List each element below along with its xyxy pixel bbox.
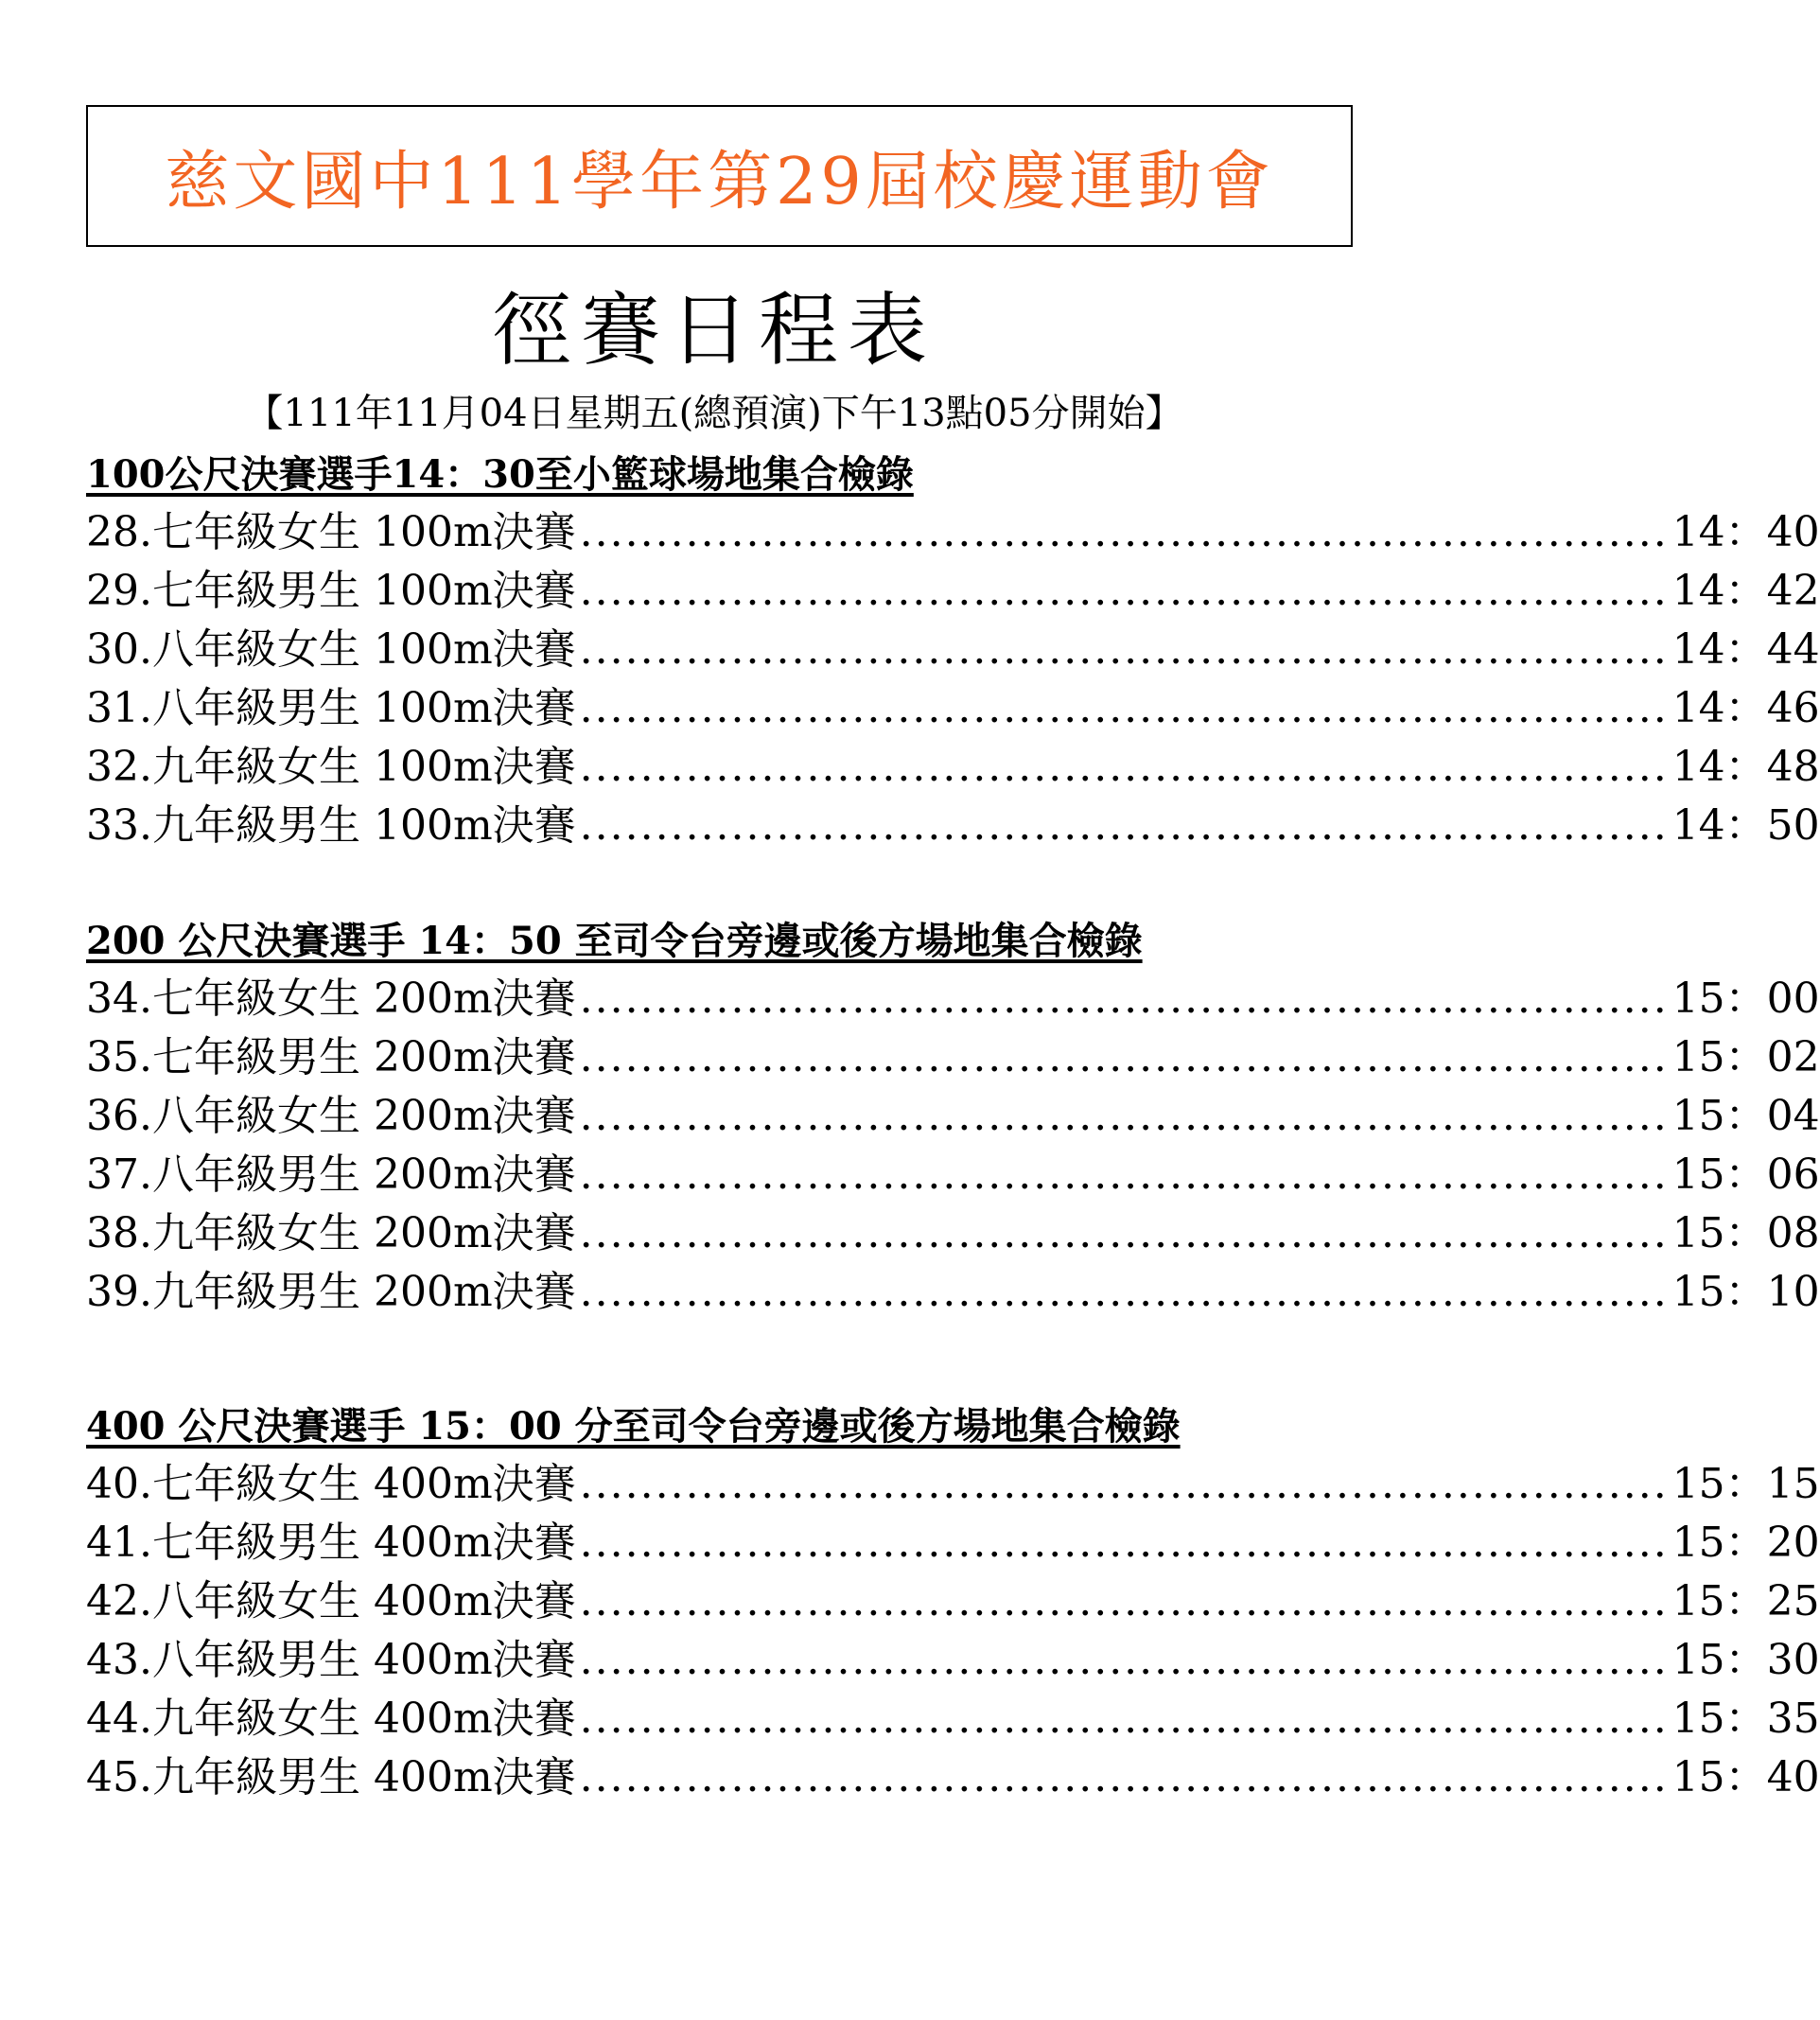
event-label: 33.九年級男生 100m決賽	[86, 801, 576, 850]
event-time: 15：10	[1671, 1268, 1820, 1316]
section-100m	[86, 447, 1820, 855]
event-row	[86, 1204, 1820, 1263]
event-row	[86, 1455, 1820, 1514]
event-label: 44.九年級女生 400m決賽	[86, 1695, 576, 1743]
dot-leader: ........................................................................	[579, 801, 1669, 850]
dot-leader: ........................................................................	[579, 1695, 1669, 1743]
event-row	[86, 621, 1820, 679]
event-label: 36.八年級女生 200m決賽	[86, 1092, 576, 1140]
dot-leader: ........................................................................	[579, 1753, 1669, 1801]
event-row	[86, 562, 1820, 621]
event-row	[86, 797, 1820, 855]
dot-leader: ........................................................................	[579, 567, 1669, 615]
event-row	[86, 1690, 1820, 1748]
event-label: 40.七年級女生 400m決賽	[86, 1460, 576, 1508]
dot-leader: ........................................................................	[579, 1209, 1669, 1257]
dot-leader: ........................................................................	[579, 1151, 1669, 1199]
event-row	[86, 1087, 1820, 1146]
event-time: 14：44	[1671, 625, 1820, 674]
section-400m	[86, 1398, 1820, 1807]
event-time: 15：00	[1671, 975, 1820, 1023]
section-200m	[86, 913, 1820, 1322]
event-label: 29.七年級男生 100m決賽	[86, 567, 576, 615]
event-time: 15：25	[1671, 1577, 1820, 1625]
header-box	[86, 105, 1353, 247]
dot-leader: ........................................................................	[579, 1033, 1669, 1081]
event-row	[86, 503, 1820, 562]
event-row	[86, 679, 1820, 738]
event-label: 32.九年級女生 100m決賽	[86, 743, 576, 791]
event-row	[86, 1263, 1820, 1322]
dot-leader: ........................................................................	[579, 625, 1669, 674]
event-label: 45.九年級男生 400m決賽	[86, 1753, 576, 1801]
dot-leader: ........................................................................	[579, 1268, 1669, 1316]
event-time: 14：48	[1671, 743, 1820, 791]
dot-leader: ........................................................................	[579, 1092, 1669, 1140]
event-time: 14：46	[1671, 684, 1820, 732]
dot-leader: ........................................................................	[579, 684, 1669, 732]
header-title: 慈文國中111學年第29屆校慶運動會	[165, 144, 1274, 220]
event-label: 37.八年級男生 200m決賽	[86, 1151, 576, 1199]
event-row	[86, 970, 1820, 1028]
section-heading: 200 公尺決賽選手 14：50 至司令台旁邊或後方場地集合檢錄	[86, 919, 1143, 963]
event-time: 15：30	[1671, 1636, 1820, 1684]
event-label: 28.七年級女生 100m決賽	[86, 508, 576, 556]
section-heading: 400 公尺決賽選手 15：00 分至司令台旁邊或後方場地集合檢錄	[86, 1404, 1181, 1449]
event-time: 14：42	[1671, 567, 1820, 615]
event-time: 14：50	[1671, 801, 1820, 850]
dot-leader: ........................................................................	[579, 1460, 1669, 1508]
dot-leader: ........................................................................	[579, 508, 1669, 556]
event-time: 15：02	[1671, 1033, 1820, 1081]
event-label: 31.八年級男生 100m決賽	[86, 684, 576, 732]
event-label: 38.九年級女生 200m決賽	[86, 1209, 576, 1257]
event-time: 15：04	[1671, 1092, 1820, 1140]
event-row	[86, 738, 1820, 797]
dot-leader: ........................................................................	[579, 1636, 1669, 1684]
event-row	[86, 1146, 1820, 1204]
event-time: 15：40	[1671, 1753, 1820, 1801]
event-row	[86, 1748, 1820, 1807]
dot-leader: ........................................................................	[579, 743, 1669, 791]
schedule-subtitle: 【111年11月04日星期五(總預演)下午13點05分開始】	[245, 392, 1183, 435]
event-row	[86, 1572, 1820, 1631]
event-label: 34.七年級女生 200m決賽	[86, 975, 576, 1023]
event-time: 15：15	[1671, 1460, 1820, 1508]
event-time: 15：08	[1671, 1209, 1820, 1257]
section-heading: 100公尺決賽選手14：30至小籃球場地集合檢錄	[86, 452, 914, 497]
event-label: 35.七年級男生 200m決賽	[86, 1033, 576, 1081]
event-label: 41.七年級男生 400m決賽	[86, 1519, 576, 1567]
event-label: 39.九年級男生 200m決賽	[86, 1268, 576, 1316]
event-row	[86, 1631, 1820, 1690]
event-time: 15：35	[1671, 1695, 1820, 1743]
document-title: 徑賽日程表	[491, 284, 936, 377]
event-row	[86, 1514, 1820, 1572]
event-row	[86, 1028, 1820, 1087]
event-label: 30.八年級女生 100m決賽	[86, 625, 576, 674]
event-time: 15：20	[1671, 1519, 1820, 1567]
event-time: 15：06	[1671, 1151, 1820, 1199]
event-label: 43.八年級男生 400m決賽	[86, 1636, 576, 1684]
event-label: 42.八年級女生 400m決賽	[86, 1577, 576, 1625]
event-time: 14：40	[1671, 508, 1820, 556]
dot-leader: ........................................................................	[579, 1519, 1669, 1567]
dot-leader: ........................................................................	[579, 975, 1669, 1023]
dot-leader: ........................................................................	[579, 1577, 1669, 1625]
